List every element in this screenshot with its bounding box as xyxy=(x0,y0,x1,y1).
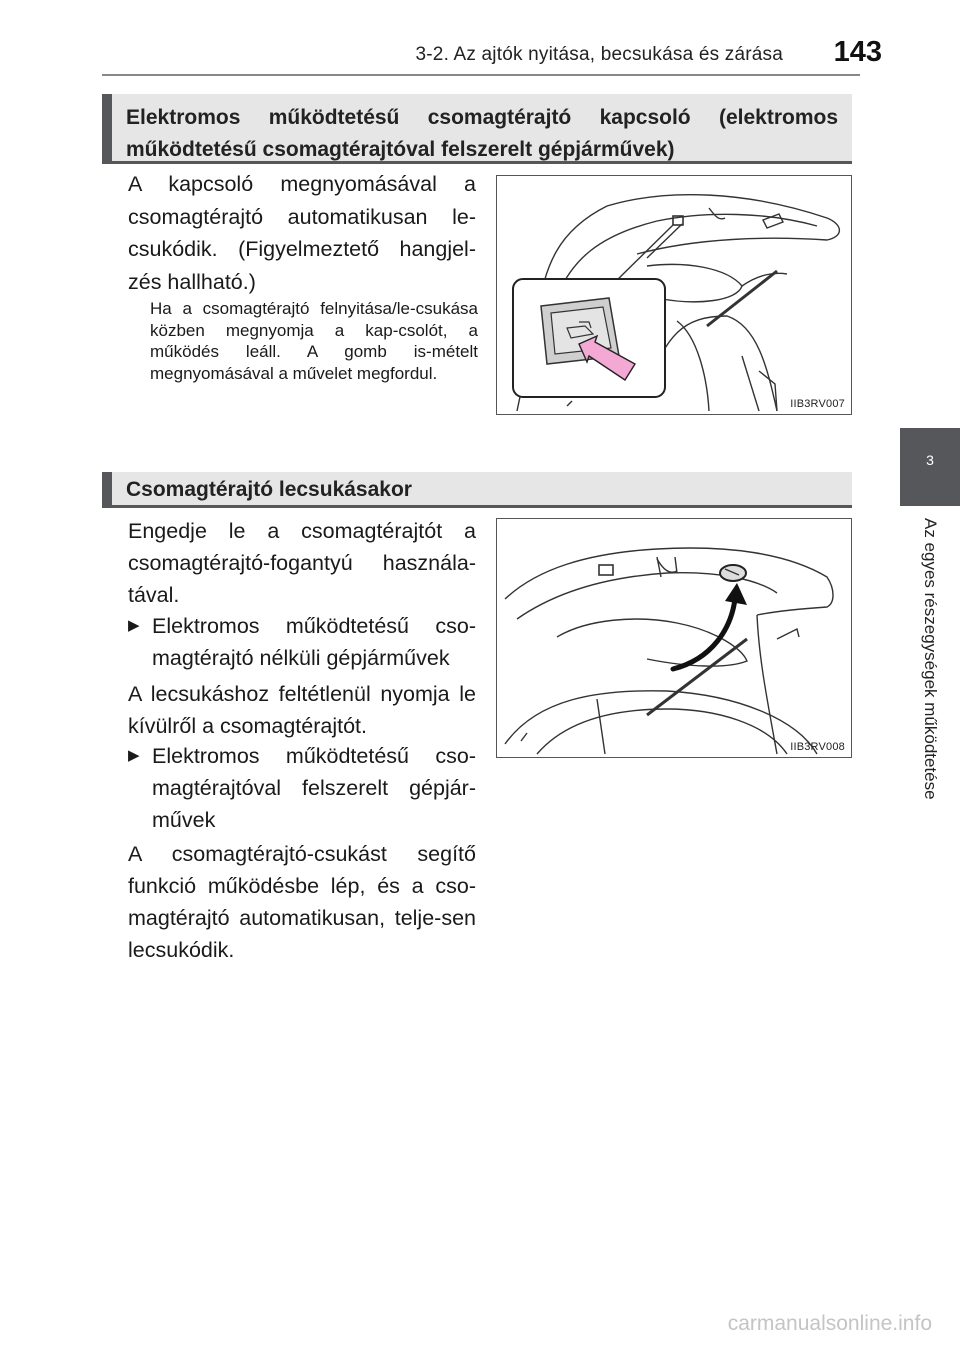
bullet-power-tailgate xyxy=(128,740,476,836)
section2-paragraph-1: Engedje le a csomagtérajtót a csomagtérajtó-fogantyú használa-tával. xyxy=(128,519,476,607)
section-heading-power-switch: Elektromos működtetésű csomagtérajtó kapcsoló (elektromos működtetésű csomagtérajtóval felszerelt gépjárművek) xyxy=(102,94,852,164)
switch-callout xyxy=(513,279,665,397)
section1-note: Ha a csomagtérajtó felnyitása/le-csukása közben megnyomja a kap-csolót, a működés leáll. A gomb is-mételt megnyomásával a művelet megfordul. xyxy=(150,299,478,383)
section1-paragraph: A kapcsoló megnyomásával a csomagtérajtó automatikusan le-csukódik. (Figyelmeztető hangjel-zés hallható.) xyxy=(128,172,476,294)
figure-code: IIB3RV008 xyxy=(790,741,845,753)
bullet-1-text: Elektromos működtetésű cso-magtérajtó nélküli gépjárművek xyxy=(152,614,476,670)
tailgate-switch-illustration xyxy=(497,176,852,415)
watermark: carmanualsonline.info xyxy=(727,1312,932,1335)
lift-arrow xyxy=(673,583,747,669)
figure-tailgate-switch xyxy=(496,175,852,415)
bullet-no-power-tailgate xyxy=(128,610,476,674)
section2-paragraph-3: A csomagtérajtó-csukást segítő funkció működésbe lép, és a cso-magtérajtó automatikusan, telje-sen lecsukódik. xyxy=(128,842,476,962)
section2-paragraph-2: A lecsukáshoz feltétlenül nyomja le kívülről a csomagtérajtót. xyxy=(128,682,476,738)
triangle-right-icon: ▶ xyxy=(128,747,140,764)
running-header: 3-2. Az ajtók nyitása, becsukása és zárása xyxy=(415,44,783,65)
bullet-2-text: Elektromos működtetésű cso-magtérajtóval felszerelt gépjár-művek xyxy=(152,744,476,832)
chapter-tab xyxy=(900,428,960,506)
chapter-title: Az egyes részegységek működtetése xyxy=(921,518,940,800)
header-divider xyxy=(102,74,860,76)
figure-code: IIB3RV007 xyxy=(790,398,845,410)
page-number: 143 xyxy=(833,36,882,68)
tailgate-handle-illustration xyxy=(497,519,852,758)
chapter-number: 3 xyxy=(926,452,934,468)
section-heading-closing: Csomagtérajtó lecsukásakor xyxy=(102,472,852,508)
figure-tailgate-handle xyxy=(496,518,852,758)
triangle-right-icon: ▶ xyxy=(128,617,140,634)
